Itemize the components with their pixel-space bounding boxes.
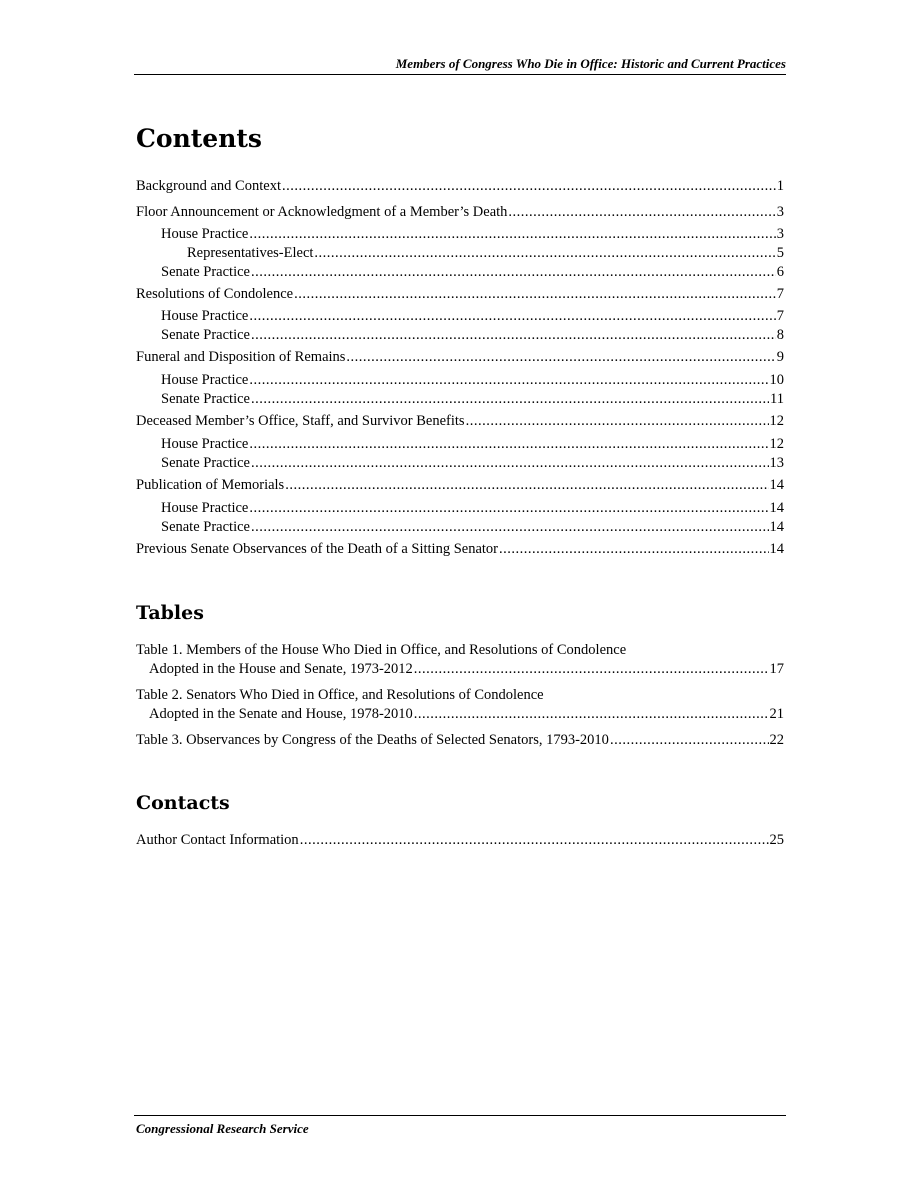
- toc-entry-page: 22: [769, 732, 784, 748]
- toc-entry-page: 14: [769, 500, 784, 516]
- page-footer: Congressional Research Service: [136, 1121, 309, 1136]
- toc-entry-label[interactable]: Publication of Memorials: [136, 477, 285, 493]
- toc-subentry[interactable]: [136, 518, 784, 537]
- toc-subentry[interactable]: [136, 307, 784, 326]
- table-entry-line2[interactable]: Adopted in the Senate and House, 1978-2010: [149, 706, 413, 722]
- toc-entry-page: 11: [770, 391, 784, 407]
- toc-entry-label[interactable]: Floor Announcement or Acknowledgment of a Member’s Death: [136, 204, 508, 220]
- toc-entry-page: 17: [769, 661, 784, 677]
- toc-subentry[interactable]: [136, 499, 784, 518]
- toc-entry-label[interactable]: Resolutions of Condolence: [136, 286, 294, 302]
- toc-entry[interactable]: [136, 285, 784, 304]
- tables-title: Tables: [136, 602, 204, 624]
- toc-entry-label[interactable]: Senate Practice: [161, 519, 250, 535]
- toc-entry-label[interactable]: Deceased Member’s Office, Staff, and Survivor Benefits: [136, 413, 465, 429]
- toc-entry-page: 14: [769, 477, 784, 493]
- contents-title: Contents: [136, 124, 263, 153]
- toc-entry-page: 8: [776, 327, 784, 343]
- toc-subentry[interactable]: [136, 454, 784, 473]
- toc-subentry[interactable]: [136, 390, 784, 409]
- toc-entry-label[interactable]: Funeral and Disposition of Remains: [136, 349, 346, 365]
- toc-entry-page: 7: [776, 308, 784, 324]
- header-rule: [134, 74, 786, 75]
- toc-subentry[interactable]: [136, 326, 784, 345]
- table-entry[interactable]: [136, 731, 784, 750]
- table-entry[interactable]: [136, 686, 784, 724]
- table-entry-line2[interactable]: Adopted in the House and Senate, 1973-2012: [149, 661, 413, 677]
- toc-entry-label[interactable]: House Practice: [161, 308, 249, 324]
- toc-subentry[interactable]: [136, 263, 784, 282]
- toc-entry-label[interactable]: Representatives-Elect: [187, 245, 314, 261]
- toc-entry-page: 9: [776, 349, 784, 365]
- toc-entry-label[interactable]: Senate Practice: [161, 455, 250, 471]
- contact-entry[interactable]: [136, 831, 784, 850]
- toc-entry-page: 3: [776, 204, 784, 220]
- toc-entry-page: 6: [776, 264, 784, 280]
- toc-subentry[interactable]: [136, 225, 784, 244]
- toc-entry-label[interactable]: House Practice: [161, 436, 249, 452]
- table-entry-line1[interactable]: Table 2. Senators Who Died in Office, and Resolutions of Condolence: [136, 687, 544, 703]
- toc-entry-label[interactable]: Background and Context: [136, 178, 281, 194]
- toc-entry[interactable]: [136, 348, 784, 367]
- contacts-title: Contacts: [136, 792, 230, 814]
- toc-entry-page: 25: [769, 832, 784, 848]
- toc-entry-page: 5: [776, 245, 784, 261]
- toc-entry[interactable]: [136, 203, 784, 222]
- toc-entry-label[interactable]: Table 3. Observances by Congress of the Deaths of Selected Senators, 1793-2010: [136, 732, 609, 748]
- toc-entry[interactable]: [136, 412, 784, 431]
- toc-entry[interactable]: [136, 540, 784, 559]
- toc-entry-page: 14: [769, 519, 784, 535]
- toc-entry-page: 12: [769, 413, 784, 429]
- toc-entry-label[interactable]: Senate Practice: [161, 391, 250, 407]
- table-entry-line1[interactable]: Table 1. Members of the House Who Died in Office, and Resolutions of Condolence: [136, 642, 627, 658]
- running-header: Members of Congress Who Die in Office: Historic and Current Practices: [395, 56, 786, 71]
- toc-entry-label[interactable]: House Practice: [161, 500, 249, 516]
- toc-entry-label[interactable]: Senate Practice: [161, 264, 250, 280]
- toc-entry-label[interactable]: House Practice: [161, 226, 249, 242]
- table-entry[interactable]: [136, 641, 784, 679]
- footer-rule: [134, 1115, 786, 1116]
- toc-entry-page: 14: [769, 541, 784, 557]
- toc-entry[interactable]: [136, 177, 784, 196]
- toc-subentry[interactable]: [136, 435, 784, 454]
- toc-entry-label[interactable]: House Practice: [161, 372, 249, 388]
- toc-entry-page: 12: [769, 436, 784, 452]
- toc-subsubentry[interactable]: [136, 244, 784, 263]
- toc-entry[interactable]: [136, 476, 784, 495]
- toc-subentry[interactable]: [136, 371, 784, 390]
- toc-entry-label[interactable]: Senate Practice: [161, 327, 250, 343]
- toc-entry-page: 7: [776, 286, 784, 302]
- toc-entry-page: 1: [776, 178, 784, 194]
- toc-entry-page: 13: [769, 455, 784, 471]
- toc-entry-page: 3: [776, 226, 784, 242]
- toc-entry-page: 10: [769, 372, 784, 388]
- toc-entry-label[interactable]: Previous Senate Observances of the Death of a Sitting Senator: [136, 541, 499, 557]
- toc-entry-page: 21: [769, 706, 784, 722]
- toc-entry-label[interactable]: Author Contact Information: [136, 832, 299, 848]
